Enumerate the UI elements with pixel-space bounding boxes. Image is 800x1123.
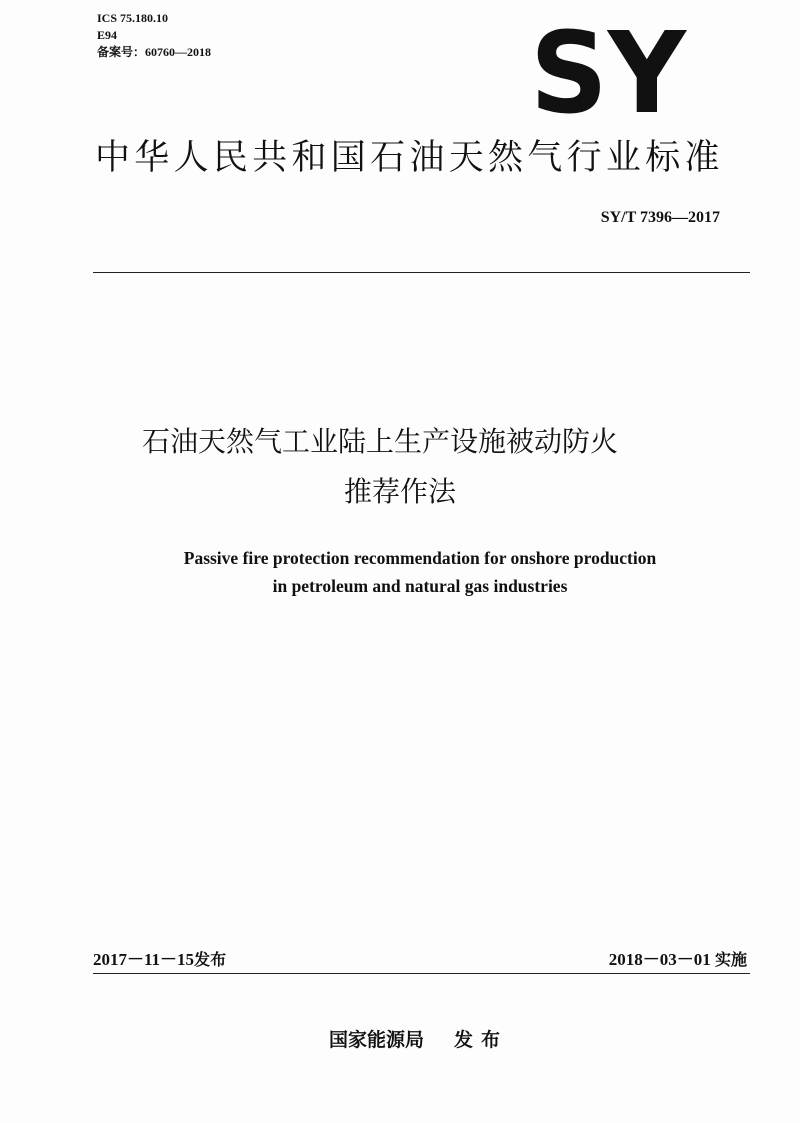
sy-logo xyxy=(528,24,688,124)
ics-code: ICS 75.180.10 xyxy=(97,11,169,25)
standard-title: 中华人民共和国石油天然气行业标准 xyxy=(95,138,724,178)
category-code: E94 xyxy=(97,28,118,42)
document-title-cn-line2: 推荐作法 xyxy=(343,475,456,508)
standard-number: SY/T 7396—2017 xyxy=(600,209,720,226)
document-title-en-line1: Passive fire protection recommendation for onshore production xyxy=(183,548,657,568)
issue-label: 发布 xyxy=(194,950,227,969)
top-divider xyxy=(93,272,750,273)
document-title-en-line2: in petroleum and natural gas industries xyxy=(272,576,568,596)
publisher-name: 国家能源局 xyxy=(329,1029,425,1051)
publisher-block xyxy=(329,1025,508,1052)
bottom-divider xyxy=(93,973,750,974)
document-title-cn-line1: 石油天然气工业陆上生产设施被动防火 xyxy=(141,425,618,458)
metadata-block xyxy=(97,10,211,61)
issue-date-block xyxy=(93,945,226,970)
publisher-action: 发布 xyxy=(454,1029,509,1051)
sy-logo-text: SY xyxy=(530,24,688,124)
filing-number: 备案号：60760—2018 xyxy=(97,45,212,59)
sy-logo-graphic xyxy=(528,24,688,124)
implement-date-block xyxy=(609,945,747,970)
implement-date: 2018－03－01 xyxy=(608,950,711,969)
implement-label: 实施 xyxy=(714,950,747,969)
issue-date: 2017－11－15 xyxy=(93,950,195,969)
